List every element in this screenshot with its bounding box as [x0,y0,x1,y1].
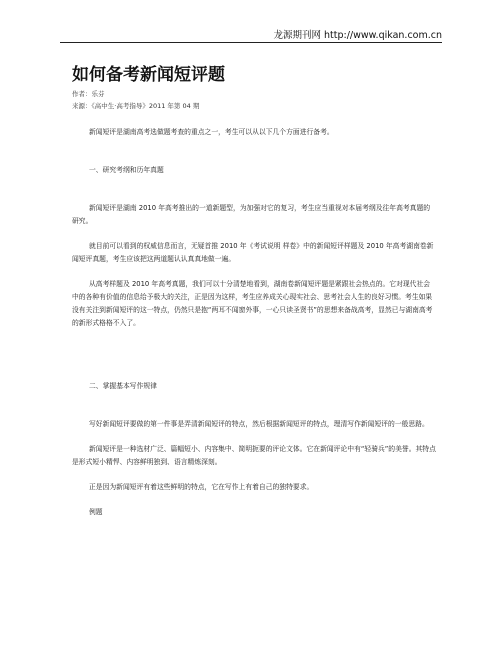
paragraph-intro: 新闻短评是湖南高考选做题考查的重点之一，考生可以从以下几个方面进行备考。 [89,128,334,136]
section-heading-1: 一、研究考纲和历年真题 [89,166,164,174]
paragraph-s1-1: 新闻短评是湖南 2010 年高考推出的一道新题型，为加强对它的复习，考生应当重视对本届考纲及往年高考真题的研究。 [72,204,431,225]
author-line: 作者：乐芬 [72,90,105,98]
paragraph-s2-3: 正是因为新闻短评有着这些鲜明的特点，它在写作上有着自己的独特要求。 [89,483,314,491]
source-line: 来源：《高中生·高考指导》2011 年第 04 期 [72,102,200,110]
article-title: 如何备考新闻短评题 [72,65,225,85]
site-header-text: 龙源期刊网 http://www.qikan.com.cn [273,30,442,41]
article-body [72,126,436,519]
paragraph-s1-2: 就目前可以看到的权威信息而言，无疑首推 2010 年《考试说明 样卷》中的新闻短评样题及 2010 年高考湖南卷新闻短评真题，考生应该把这两道题认认真真地做一遍。 [72,242,434,263]
page-header [60,24,442,43]
section-heading-2: 二、掌握基本写作规律 [89,382,157,390]
example-label: 例题 [89,508,103,516]
paragraph-s1-3: 从高考样题及 2010 年高考真题，我们可以十分清楚地看到，湖南卷新闻短评题是紧跟社会热点的。它对现代社会中的各种有价值的信息给予极大的关注，正是因为这样，考生应养成关心现实社会、思考社会人生的良好习惯。考生如果没有关注到新闻短评的这一特点，仍然只是抱“两耳不闻窗外事，一心只读圣贤书”的思想来备战高考，显然已与湖南高考的新形式格格不入了。 [72,280,433,327]
paragraph-s2-2: 新闻短评是一种选材广泛、篇幅短小、内容集中、简明扼要的评论文体。它在新闻评论中有“轻骑兵”的美誉。其特点是形式短小精悍、内容鲜明独到、语言精炼深刻。 [72,445,436,466]
paragraph-s2-1: 写好新闻短评要做的第一件事是弄清新闻短评的特点，然后根据新闻短评的特点，理清写作新闻短评的一般思路。 [89,420,429,428]
